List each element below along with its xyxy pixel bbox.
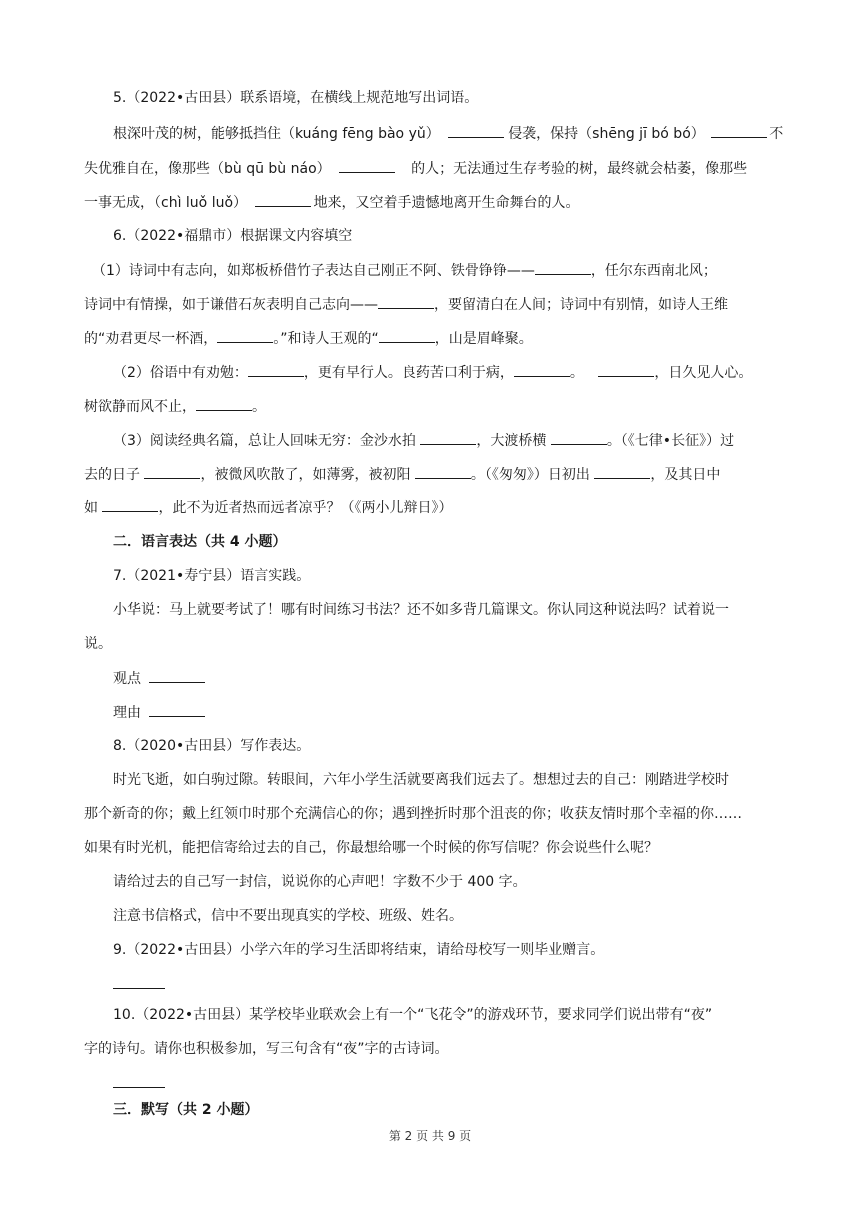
q5-text: 根深叶茂的树，能够抵挡住（kuáng fēng bào yǔ） (113, 126, 440, 142)
q6-text: ，山是眉峰聚。 (434, 331, 533, 347)
q6-text: 。 (569, 365, 584, 381)
page-number: 第 2 页 共 9 页 (388, 1129, 472, 1143)
q6-title: 6.（2022•福鼎市）根据课文内容填空 (113, 228, 353, 244)
q10-answer (113, 1073, 815, 1094)
q9-title: 9.（2022•古田县）小学六年的学习生活即将结束，请给母校写一则毕业赠言。 (113, 942, 605, 958)
section-heading: 二．语言表达（共 4 小题） (113, 534, 287, 550)
answer-blank[interactable] (149, 702, 205, 717)
q6-s1-line2 (84, 294, 786, 315)
q6-text: 。（《七律•长征》）过 (606, 433, 735, 449)
q8-line4: 请给过去的自己写一封信，说说你的心声吧！字数不少于 400 字。 (113, 874, 527, 890)
answer-blank[interactable] (594, 464, 650, 479)
answer-blank[interactable] (415, 464, 471, 479)
answer-blank[interactable] (448, 123, 504, 138)
answer-blank[interactable] (217, 328, 273, 343)
q8-line1: 时光飞逝，如白驹过隙。转眼间，六年小学生活就要离我们远去了。想想过去的自己：刚踏进学校时 (113, 772, 729, 788)
q5-text: 失优雅自在，像那些（bù qū bù náo） (84, 161, 331, 177)
answer-blank[interactable] (113, 974, 165, 989)
section-heading: 三．默写（共 2 小题） (113, 1102, 259, 1118)
q6-s2-line1 (113, 362, 815, 383)
q6-text: 。 (252, 399, 266, 415)
q10-line1: 10.（2022•古田县）某学校毕业联欢会上有一个“飞花令”的游戏环节，要求同学们说出带有“夜” (113, 1007, 713, 1023)
q6-text: ，更有早行人。良药苦口利于病， (303, 365, 514, 381)
q6-text: （1）诗词中有志向，如郑板桥借竹子表达自己刚正不阿、铁骨铮铮—— (92, 263, 535, 279)
q7-reason (113, 702, 815, 723)
answer-blank[interactable] (196, 396, 252, 411)
q7-text: 理由 (113, 705, 141, 721)
q6-text: ，日久见人心。 (654, 365, 753, 381)
q6-text: ，任尔东西南北风； (590, 263, 717, 279)
q6-s2-line2 (84, 396, 786, 417)
q7-viewpoint (113, 668, 815, 689)
q6-text: 去的日子 (84, 467, 140, 483)
answer-blank[interactable] (711, 123, 767, 138)
q5-text: 不 (769, 126, 784, 142)
q6-text: 如 (84, 500, 98, 516)
q6-text: 。（《匆匆》）日初出 (470, 467, 590, 483)
q8-line2: 那个新奇的你；戴上红领巾时那个充满信心的你；遇到挫折时那个沮丧的你；收获友情时那个幸福的你…… (84, 806, 742, 822)
q10-line2: 字的诗句。请你也积极参加，写三句含有“夜”字的古诗词。 (84, 1041, 449, 1057)
q6-s1-line3 (84, 328, 786, 349)
q6-text: 树欲静而风不止， (84, 399, 196, 415)
q8-line5: 注意书信格式，信中不要出现真实的学校、班级、姓名。 (113, 908, 463, 924)
q5-line2 (84, 158, 786, 179)
q8-title: 8.（2020•古田县）写作表达。 (113, 738, 311, 754)
q7-title: 7.（2021•寿宁县）语言实践。 (113, 568, 311, 584)
answer-blank[interactable] (514, 362, 570, 377)
q6-text: 。”和诗人王观的“ (273, 331, 379, 347)
answer-blank[interactable] (149, 668, 205, 683)
answer-blank[interactable] (144, 464, 200, 479)
q5-text: 的人；无法通过生存考验的树，最终就会枯萎，像那些 (411, 161, 748, 177)
answer-blank[interactable] (255, 192, 311, 207)
q8-line3: 如果有时光机，能把信寄给过去的自己，你最想给哪一个时候的你写信呢？你会说些什么呢？ (84, 840, 658, 856)
q6-text: 诗词中有情操，如于谦借石灰表明自己志向—— (84, 297, 378, 313)
q6-s3-line1 (113, 430, 815, 451)
answer-blank[interactable] (379, 328, 435, 343)
answer-blank[interactable] (339, 158, 395, 173)
answer-blank[interactable] (248, 362, 304, 377)
answer-blank[interactable] (420, 430, 476, 445)
q6-text: （2）俗语中有劝勉： (113, 365, 248, 381)
q6-s3-line2 (84, 464, 786, 485)
q7-line2: 说。 (84, 636, 112, 652)
q6-text: ，此不为近者热而远者凉乎？（《两小儿辩日》） (158, 500, 453, 516)
q5-text: 地来，又空着手遗憾地离开生命舞台的人。 (313, 195, 580, 211)
q5-line3 (84, 192, 786, 213)
q7-line1: 小华说：马上就要考试了！哪有时间练习书法？还不如多背几篇课文。你认同这种说法吗？试着说一 (113, 602, 729, 618)
q6-s3-line3 (84, 497, 786, 518)
q5-text: 侵袭，保持（shēng jī bó bó） (508, 126, 705, 142)
q6-text: 的“劝君更尽一杯酒， (84, 331, 218, 347)
q5-line1 (113, 123, 815, 144)
answer-blank[interactable] (102, 497, 158, 512)
q6-text: （3）阅读经典名篇，总让人回味无穷：金沙水拍 (113, 433, 416, 449)
answer-blank[interactable] (113, 1073, 165, 1088)
q6-s1-line1 (92, 260, 794, 281)
q6-text: ，被微风吹散了，如薄雾，被初阳 (200, 467, 411, 483)
q7-text: 观点 (113, 671, 141, 687)
answer-blank[interactable] (535, 260, 591, 275)
q6-text: ，及其日中 (650, 467, 721, 483)
answer-blank[interactable] (551, 430, 607, 445)
q5-title: 5.（2022•古田县）联系语境，在横线上规范地写出词语。 (113, 90, 479, 106)
answer-blank[interactable] (598, 362, 654, 377)
q5-text: 一事无成，（chì luǒ luǒ） (84, 195, 248, 211)
answer-blank[interactable] (378, 294, 434, 309)
q6-text: ，要留清白在人间；诗词中有别情，如诗人王维 (434, 297, 728, 313)
q6-text: ，大渡桥横 (476, 433, 547, 449)
q9-answer (113, 974, 815, 995)
